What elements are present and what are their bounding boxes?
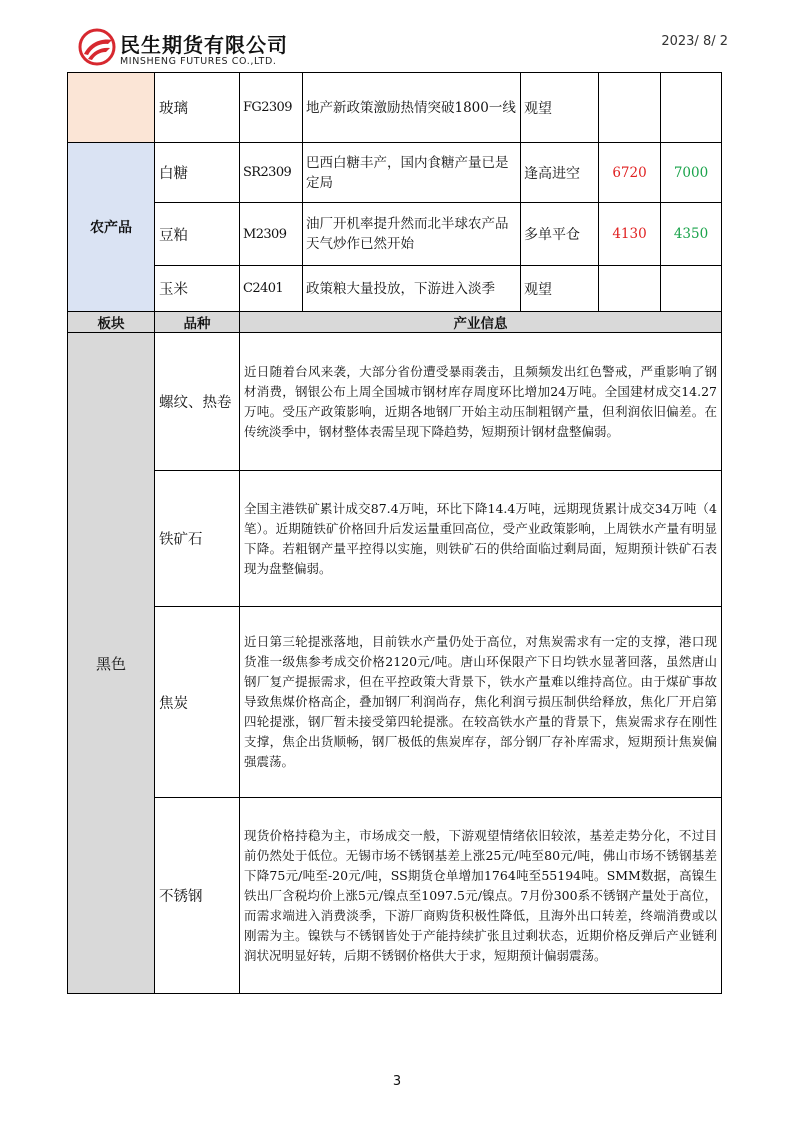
sector-black: 黑色 [68,333,155,994]
info-text: 全国主港铁矿累计成交87.4万吨，环比下降14.4万吨，远期现货累计成交34万吨（4笔）。近期随铁矿价格回升后发运量重回高位，受产业政策影响，上周铁水产量有明显下降。若粗钢产量平控得以实施，则铁矿石的供给面临过剩局面，短期预计铁矿石表现为盘整偏弱。 [240,471,722,607]
entry-price [599,73,661,143]
company-name-cn: 民生期货有限公司 [120,33,288,57]
strategy-text: 多单平仓 [521,203,599,266]
sector-cell-continued [68,73,155,143]
contract-code: FG2309 [240,73,303,143]
company-name-en: MINSHENG FUTURES CO.,LTD. [120,56,277,67]
info-variety: 焦炭 [155,607,240,798]
contract-code: C2401 [240,266,303,312]
info-text: 现货价格持稳为主，市场成交一般，下游观望情绪依旧较浓，基差走势分化，不过目前仍然处于低位。无锡市场不锈钢基差上涨25元/吨至80元/吨，佛山市场不锈钢基差下降75元/吨至-20元/吨，SS期货仓单增加1764吨至55194吨。SMM数据，高镍生铁出厂含税均价上涨5元/镍点至1097.5元/镍点。7月份300系不锈钢产量处于高位，而需求端进入消费淡季，下游厂商购货积极性降低，且海外出口转差，终端消费或以刚需为主。镍铁与不锈钢皆处于产能持续扩张且过剩状态，近期价格反弹后产业链利润状况明显好转，后期不锈钢价格供大于求，短期预计偏弱震荡。 [240,798,722,994]
strategy-row [68,73,722,143]
variety-name: 玻璃 [155,73,240,143]
strategy-text: 观望 [521,266,599,312]
logic-text: 地产新政策激励热情突破1800一线 [303,73,521,143]
variety-name: 白糖 [155,143,240,203]
variety-name: 豆粕 [155,203,240,266]
info-row [68,471,722,607]
info-variety: 螺纹、热卷 [155,333,240,471]
info-header-row [68,312,722,333]
strategy-row [68,143,722,203]
target-price [661,266,722,312]
strategy-row [68,203,722,266]
info-text: 近日第三轮提涨落地，目前铁水产量仍处于高位，对焦炭需求有一定的支撑，港口现货准一级焦参考成交价格2120元/吨。唐山环保限产下日均铁水显著回落，虽然唐山钢厂复产提振需求，但在平控政策大背景下，铁水产量难以维持高位。由于煤矿事故导致焦煤价格高企，叠加钢厂利润尚存，焦化利润亏损压制供给释放，焦化厂开启第四轮提涨，钢厂暂未接受第四轮提涨。在较高铁水产量的背景下，焦炭需求存在刚性支撑，焦企出货顺畅，钢厂极低的焦炭库存，部分钢厂存补库需求，短期预计焦炭偏强震荡。 [240,607,722,798]
header-variety: 品种 [155,312,240,333]
target-price [661,73,722,143]
sector-agri: 农产品 [68,143,155,312]
minsheng-logo-icon [78,28,116,66]
info-variety: 不锈钢 [155,798,240,994]
strategy-row [68,266,722,312]
logic-text: 油厂开机率提升然而北半球农产品天气炒作已然开始 [303,203,521,266]
report-table [67,72,722,994]
header-info: 产业信息 [240,312,722,333]
logic-text: 政策粮大量投放，下游进入淡季 [303,266,521,312]
contract-code: M2309 [240,203,303,266]
target-price: 4350 [661,203,722,266]
contract-code: SR2309 [240,143,303,203]
strategy-text: 逢高进空 [521,143,599,203]
report-date: 2023/ 8/ 2 [661,34,728,49]
entry-price: 6720 [599,143,661,203]
entry-price: 4130 [599,203,661,266]
info-row [68,333,722,471]
info-row [68,798,722,994]
info-variety: 铁矿石 [155,471,240,607]
entry-price [599,266,661,312]
logic-text: 巴西白糖丰产，国内食糖产量已是定局 [303,143,521,203]
page-number: 3 [392,1074,402,1089]
variety-name: 玉米 [155,266,240,312]
info-row [68,607,722,798]
strategy-text: 观望 [521,73,599,143]
header-sector: 板块 [68,312,155,333]
page-header [78,26,728,72]
info-text: 近日随着台风来袭，大部分省份遭受暴雨袭击，且频频发出红色警戒，严重影响了钢材消费，钢银公布上周全国城市钢材库存周度环比增加24万吨。全国建材成交14.27万吨。受压产政策影响，近期各地钢厂开始主动压制粗钢产量，但利润依旧偏差。在传统淡季中，钢材整体表需呈现下降趋势，短期预计钢材盘整偏弱。 [240,333,722,471]
target-price: 7000 [661,143,722,203]
